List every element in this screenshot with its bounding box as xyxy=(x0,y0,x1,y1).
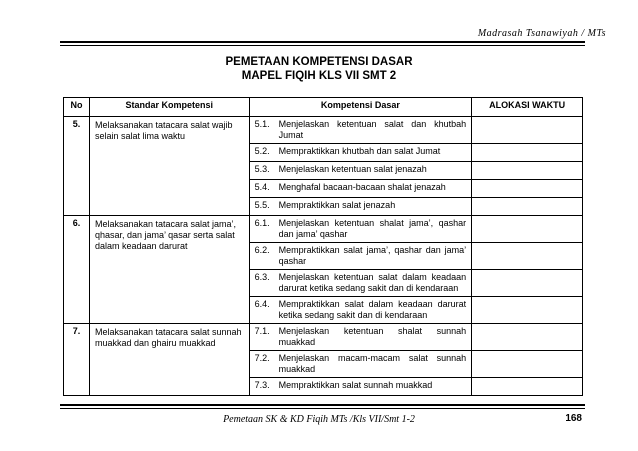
kd-text: Mempraktikkan salat jama’, qashar dan jama’ qashar xyxy=(278,245,467,266)
kd-text: Menjelaskan ketentuan shalat sunnah muakkad xyxy=(278,326,467,347)
table-row xyxy=(64,216,583,243)
header-rule-thin xyxy=(60,45,585,46)
footer-label: Pemetaan SK & KD Fiqih MTs /Kls VII/Smt 1-2 xyxy=(223,414,415,425)
alokasi-waktu-cell xyxy=(472,324,583,351)
kd-text: Mempraktikkan salat sunnah muakkad xyxy=(278,380,433,390)
kd-number: 5.1. xyxy=(254,119,270,129)
page-title: PEMETAAN KOMPETENSI DASAR xyxy=(225,56,413,68)
kd-number: 5.2. xyxy=(254,146,270,156)
standar-kompetensi-cell: Melaksanakan tatacara salat wajib selain salat lima waktu xyxy=(89,117,249,216)
kd-number: 5.3. xyxy=(254,164,270,174)
alokasi-waktu-cell xyxy=(472,117,583,144)
table-row xyxy=(64,117,583,144)
alokasi-waktu-cell xyxy=(472,216,583,243)
standar-kompetensi-cell: Melaksanakan tatacara salat sunnah muakkad dan ghairu muakkad xyxy=(89,324,249,396)
alokasi-waktu-cell xyxy=(472,297,583,324)
alokasi-waktu-cell xyxy=(472,378,583,396)
kompetensi-dasar-cell xyxy=(249,270,472,297)
table-row xyxy=(64,324,583,351)
kompetensi-dasar-cell xyxy=(249,198,472,216)
kompetensi-dasar-cell xyxy=(249,144,472,162)
row-number: 7. xyxy=(64,324,90,396)
alokasi-waktu-cell xyxy=(472,243,583,270)
kd-text: Mempraktikkan salat jenazah xyxy=(278,200,396,210)
header-label: Madrasah Tsanawiyah / MTs xyxy=(477,28,606,39)
kd-text: Mempraktikkan khutbah dan salat Jumat xyxy=(278,146,441,156)
alokasi-waktu-cell xyxy=(472,180,583,198)
kd-text: Menjelaskan ketentuan salat jenazah xyxy=(278,164,427,174)
kd-text: Menjelaskan ketentuan salat dan khutbah Jumat xyxy=(278,119,467,140)
alokasi-waktu-cell xyxy=(472,162,583,180)
kd-number: 7.2. xyxy=(254,353,270,363)
page-subtitle: MAPEL FIQIH KLS VII SMT 2 xyxy=(241,70,397,82)
kd-number: 7.3. xyxy=(254,380,270,390)
kompetensi-dasar-cell xyxy=(249,378,472,396)
standar-kompetensi-cell: Melaksanakan tatacara salat jama’, qhasar, dan jama’ qasar serta salat dalam keadaan darurat xyxy=(89,216,249,324)
column-header-kompetensi-dasar: Kompetensi Dasar xyxy=(249,98,472,117)
kd-number: 5.5. xyxy=(254,200,270,210)
kd-number: 6.2. xyxy=(254,245,270,255)
kd-number: 6.3. xyxy=(254,272,270,282)
kompetensi-dasar-cell xyxy=(249,117,472,144)
column-header-alokasi-waktu: ALOKASI WAKTU xyxy=(472,98,583,117)
header-rule-thick xyxy=(60,41,585,43)
alokasi-waktu-cell xyxy=(472,198,583,216)
kd-text: Menghafal bacaan-bacaan shalat jenazah xyxy=(278,182,446,192)
kd-number: 6.1. xyxy=(254,218,270,228)
column-header-standar-kompetensi: Standar Kompetensi xyxy=(89,98,249,117)
kompetensi-dasar-cell xyxy=(249,162,472,180)
kompetensi-dasar-cell xyxy=(249,180,472,198)
column-header-no: No xyxy=(64,98,90,117)
alokasi-waktu-cell xyxy=(472,351,583,378)
alokasi-waktu-cell xyxy=(472,270,583,297)
kd-text: Menjelaskan ketentuan salat dalam keadaan darurat ketika sedang sakit dan di kendaraan xyxy=(278,272,467,293)
kompetensi-dasar-cell xyxy=(249,243,472,270)
page-number: 168 xyxy=(565,413,582,424)
kompetensi-dasar-cell xyxy=(249,351,472,378)
kd-number: 5.4. xyxy=(254,182,270,192)
footer-rule-thick xyxy=(60,404,585,406)
alokasi-waktu-cell xyxy=(472,144,583,162)
kd-text: Menjelaskan ketentuan shalat jama’, qashar dan jama’ qashar xyxy=(278,218,467,239)
row-number: 6. xyxy=(64,216,90,324)
table-header-row xyxy=(64,98,583,117)
kd-text: Menjelaskan macam-macam salat sunnah muakkad xyxy=(278,353,467,374)
kompetensi-dasar-cell xyxy=(249,324,472,351)
competency-table xyxy=(63,97,583,396)
kd-number: 6.4. xyxy=(254,299,270,309)
row-number: 5. xyxy=(64,117,90,216)
kd-number: 7.1. xyxy=(254,326,270,336)
kompetensi-dasar-cell xyxy=(249,297,472,324)
kd-text: Mempraktikkan salat dalam keadaan darurat ketika sedang sakit dan di kendaraan xyxy=(278,299,467,320)
footer-rule-thin xyxy=(60,408,585,409)
kompetensi-dasar-cell xyxy=(249,216,472,243)
